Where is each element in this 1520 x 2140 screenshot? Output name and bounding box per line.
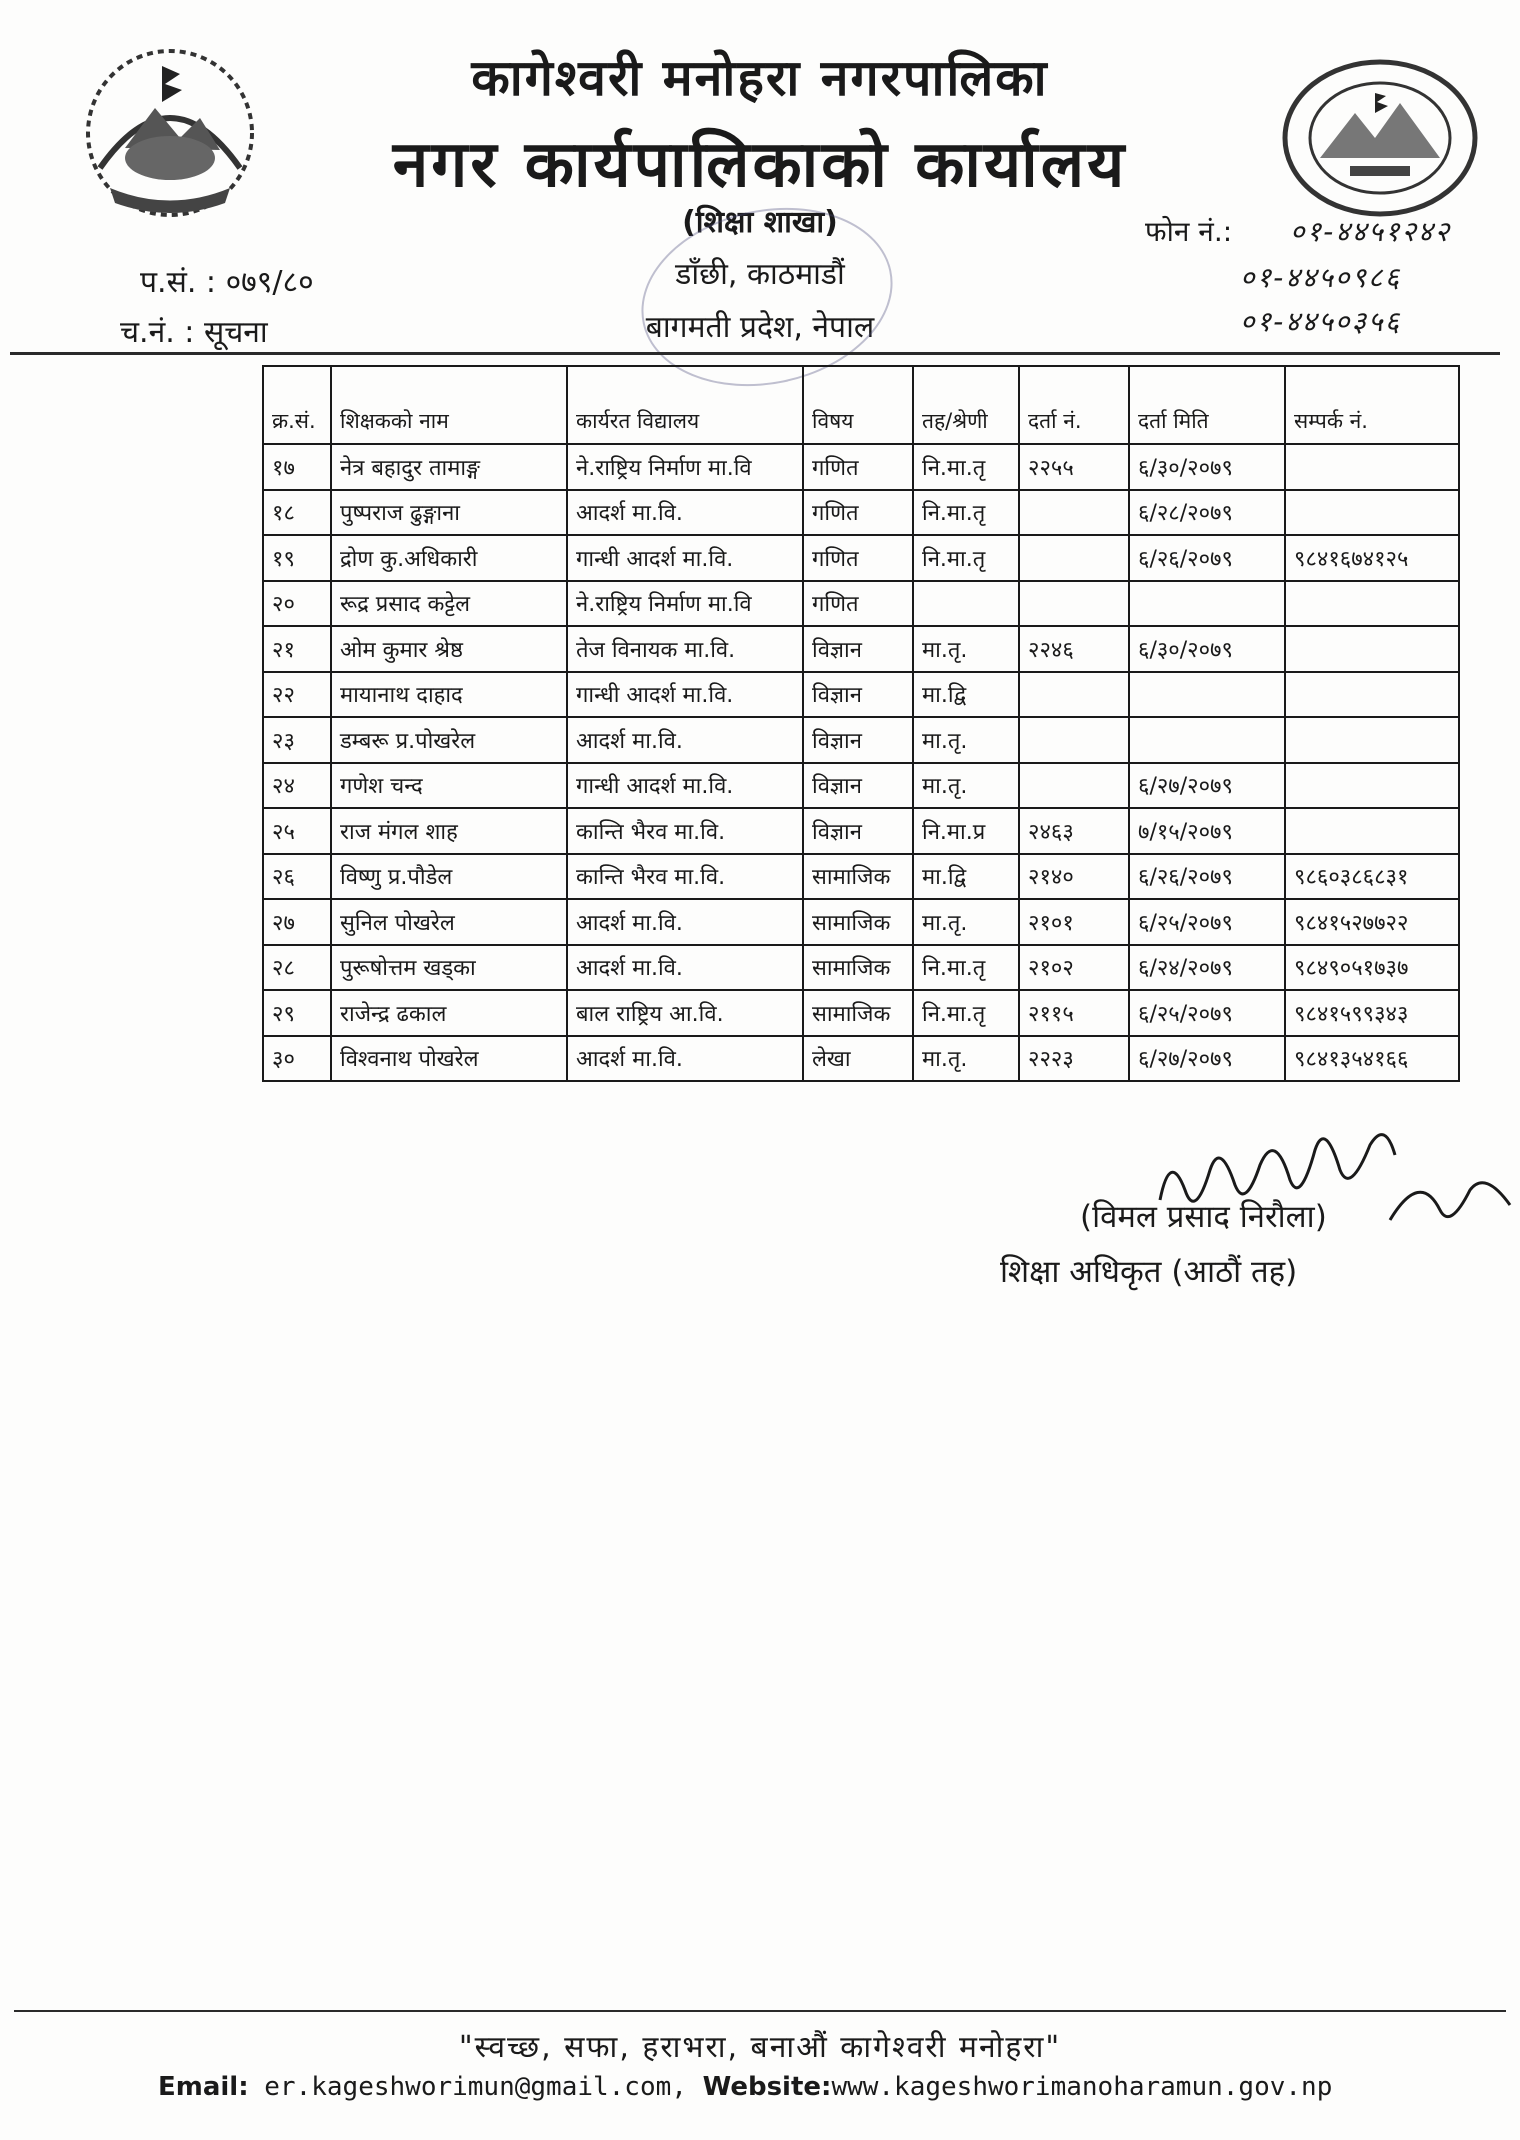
table-cell [1019,763,1129,809]
column-header: शिक्षकको नाम [331,366,567,444]
table-cell: १८ [263,490,331,536]
table-cell: ने.राष्ट्रिय निर्माण मा.वि [567,581,803,627]
table-cell: २१४० [1019,854,1129,900]
table-row [263,490,1459,536]
footer-contact [158,2072,1332,2102]
table-cell: २० [263,581,331,627]
table-cell: बाल राष्ट्रिय आ.वि. [567,990,803,1036]
table-cell: ६/२७/२०७९ [1129,763,1285,809]
table-cell: डम्बरू प्र.पोखरेल [331,717,567,763]
table-cell: ६/२४/२०७९ [1129,945,1285,991]
table-cell [1285,808,1459,854]
footer-slogan: "स्वच्छ, सफा, हराभरा, बनाऔं कागेश्वरी मनोहरा" [458,2030,1062,2065]
table-cell [1019,490,1129,536]
table-cell [1019,535,1129,581]
table-cell: ६/२६/२०७९ [1129,854,1285,900]
table-row [263,899,1459,945]
signatory-name: (विमल प्रसाद निरौला) [1080,1199,1327,1235]
table-cell: विज्ञान [803,672,913,718]
table-cell: १९ [263,535,331,581]
dispatch-number: च.नं. : सूचना [120,315,268,350]
table-cell [1285,672,1459,718]
table-cell: मा.तृ. [913,1036,1019,1082]
table-row [263,672,1459,718]
table-cell [913,581,1019,627]
column-header: विषय [803,366,913,444]
table-cell: २८ [263,945,331,991]
organization-name: कागेश्वरी मनोहरा नगरपालिका [471,49,1049,107]
table-cell: ६/२५/२०७९ [1129,990,1285,1036]
table-cell: ६/२६/२०७९ [1129,535,1285,581]
table-cell: ७/१५/२०७९ [1129,808,1285,854]
table-cell [1285,717,1459,763]
table-cell: पुरूषोत्तम खड्का [331,945,567,991]
table-cell: ९८४१५९९३४३ [1285,990,1459,1036]
table-cell [1285,763,1459,809]
column-header: दर्ता नं. [1019,366,1129,444]
website-label: Website: [702,2072,832,2102]
table-cell: विज्ञान [803,763,913,809]
reference-number: प.सं. : ०७९/८० [140,265,314,300]
table-cell: नेत्र बहादुर तामाङ्ग [331,444,567,490]
table-cell: २९ [263,990,331,1036]
table-cell: २१०२ [1019,945,1129,991]
table-cell: रूद्र प्रसाद कट्टेल [331,581,567,627]
table-cell: ९८४९०५१७३७ [1285,945,1459,991]
table-cell: ६/२७/२०७९ [1129,1036,1285,1082]
phone-number: ०१-४४५१२४२ [1290,215,1452,248]
table-cell: मा.तृ. [913,899,1019,945]
table-cell: नि.मा.तृ [913,535,1019,581]
table-cell: आदर्श मा.वि. [567,490,803,536]
table-row [263,444,1459,490]
column-header: सम्पर्क नं. [1285,366,1459,444]
table-cell: मायानाथ दाहाद [331,672,567,718]
table-row [263,581,1459,627]
table-cell: २६ [263,854,331,900]
table-cell: कान्ति भैरव मा.वि. [567,808,803,854]
table-cell: सामाजिक [803,854,913,900]
table-row [263,945,1459,991]
table-cell: सुनिल पोखरेल [331,899,567,945]
table-cell: सामाजिक [803,990,913,1036]
table-cell: मा.तृ. [913,717,1019,763]
table-header-row [263,366,1459,444]
table-cell: ६/२८/२०७९ [1129,490,1285,536]
signatory-title: शिक्षा अधिकृत (आठौं तह) [1000,1254,1298,1290]
table-cell: तेज विनायक मा.वि. [567,626,803,672]
table-cell [1129,581,1285,627]
table-cell: राजेन्द्र ढकाल [331,990,567,1036]
table-cell: ९८४१५२७७२२ [1285,899,1459,945]
table-cell: ९८६०३८६८३१ [1285,854,1459,900]
table-cell: द्रोण कु.अधिकारी [331,535,567,581]
table-cell [1019,672,1129,718]
table-cell: ६/३०/२०७९ [1129,626,1285,672]
phone-number: ०१-४४५०३५६ [1240,305,1402,338]
teacher-registration-table [262,365,1460,1082]
table-cell: ९८४१६७४१२५ [1285,535,1459,581]
table-cell: लेखा [803,1036,913,1082]
email-link[interactable]: er.kageshworimun@gmail.com, [264,2072,687,2102]
table-cell [1019,717,1129,763]
table-cell: मा.तृ. [913,626,1019,672]
table-cell: २२ [263,672,331,718]
table-cell: २१०१ [1019,899,1129,945]
table-cell: २२५५ [1019,444,1129,490]
table-cell: पुष्पराज ढुङ्गाना [331,490,567,536]
table-cell: मा.द्वि [913,854,1019,900]
table-row [263,763,1459,809]
table-cell: गान्धी आदर्श मा.वि. [567,535,803,581]
table-cell: आदर्श मा.वि. [567,717,803,763]
table-row [263,717,1459,763]
handwritten-signature [1140,1110,1520,1260]
table-cell: २३ [263,717,331,763]
table-cell: २५ [263,808,331,854]
table-cell: २४६३ [1019,808,1129,854]
table-cell [1019,581,1129,627]
table-cell: सामाजिक [803,945,913,991]
table-cell: गणित [803,535,913,581]
table-cell: आदर्श मा.वि. [567,945,803,991]
table-cell: विज्ञान [803,717,913,763]
table-cell: ६/३०/२०७९ [1129,444,1285,490]
column-header: क्र.सं. [263,366,331,444]
table-cell: नि.मा.प्र [913,808,1019,854]
table-cell: ६/२५/२०७९ [1129,899,1285,945]
table-cell: नि.मा.तृ [913,945,1019,991]
phone-number: ०१-४४५०९८६ [1240,261,1402,294]
table-cell: आदर्श मा.वि. [567,1036,803,1082]
table-cell: ओम कुमार श्रेष्ठ [331,626,567,672]
table-cell: ३० [263,1036,331,1082]
office-province: बागमती प्रदेश, नेपाल [645,310,875,345]
table-cell: नि.मा.तृ [913,490,1019,536]
office-name: नगर कार्यपालिकाको कार्यालय [392,128,1128,202]
table-cell: २७ [263,899,331,945]
table-cell: गान्धी आदर्श मा.वि. [567,672,803,718]
table-cell: सामाजिक [803,899,913,945]
table-cell: गणित [803,581,913,627]
table-row [263,535,1459,581]
table-cell: २४ [263,763,331,809]
table-cell: १७ [263,444,331,490]
website-link[interactable]: www.kageshworimanoharamun.gov.np [831,2072,1333,2102]
table-cell: २२२३ [1019,1036,1129,1082]
table-cell [1285,444,1459,490]
header-divider [10,352,1500,355]
table-cell: मा.तृ. [913,763,1019,809]
table-row [263,626,1459,672]
table-row [263,990,1459,1036]
table-cell: विज्ञान [803,626,913,672]
table-cell: मा.द्वि [913,672,1019,718]
table-cell: विज्ञान [803,808,913,854]
column-header: दर्ता मिति [1129,366,1285,444]
table-cell: नि.मा.तृ [913,990,1019,1036]
column-header: कार्यरत विद्यालय [567,366,803,444]
table-row [263,808,1459,854]
table-cell: गान्धी आदर्श मा.वि. [567,763,803,809]
table-cell: ९८४१३५४१६६ [1285,1036,1459,1082]
branch-name: (शिक्षा शाखा) [682,205,838,240]
phone-label: फोन नं.: [1145,215,1233,248]
table-cell: २१ [263,626,331,672]
table-cell [1285,626,1459,672]
office-city: डाँछी, काठमाडौं [675,257,845,292]
column-header: तह/श्रेणी [913,366,1019,444]
table-cell: गणित [803,444,913,490]
footer-divider [14,2010,1506,2012]
table-cell: गणित [803,490,913,536]
table-cell [1285,581,1459,627]
email-label: Email: [158,2072,249,2102]
table-cell: नि.मा.तृ [913,444,1019,490]
table-row [263,1036,1459,1082]
table-cell [1129,672,1285,718]
table-cell: विश्वनाथ पोखरेल [331,1036,567,1082]
table-cell [1285,490,1459,536]
table-cell: विष्णु प्र.पौडेल [331,854,567,900]
table-cell: २११५ [1019,990,1129,1036]
table-cell: २२४६ [1019,626,1129,672]
table-row [263,854,1459,900]
table-cell: राज मंगल शाह [331,808,567,854]
table-cell: ने.राष्ट्रिय निर्माण मा.वि [567,444,803,490]
table-cell: गणेश चन्द [331,763,567,809]
table-cell [1129,717,1285,763]
table-cell: आदर्श मा.वि. [567,899,803,945]
table-cell: कान्ति भैरव मा.वि. [567,854,803,900]
